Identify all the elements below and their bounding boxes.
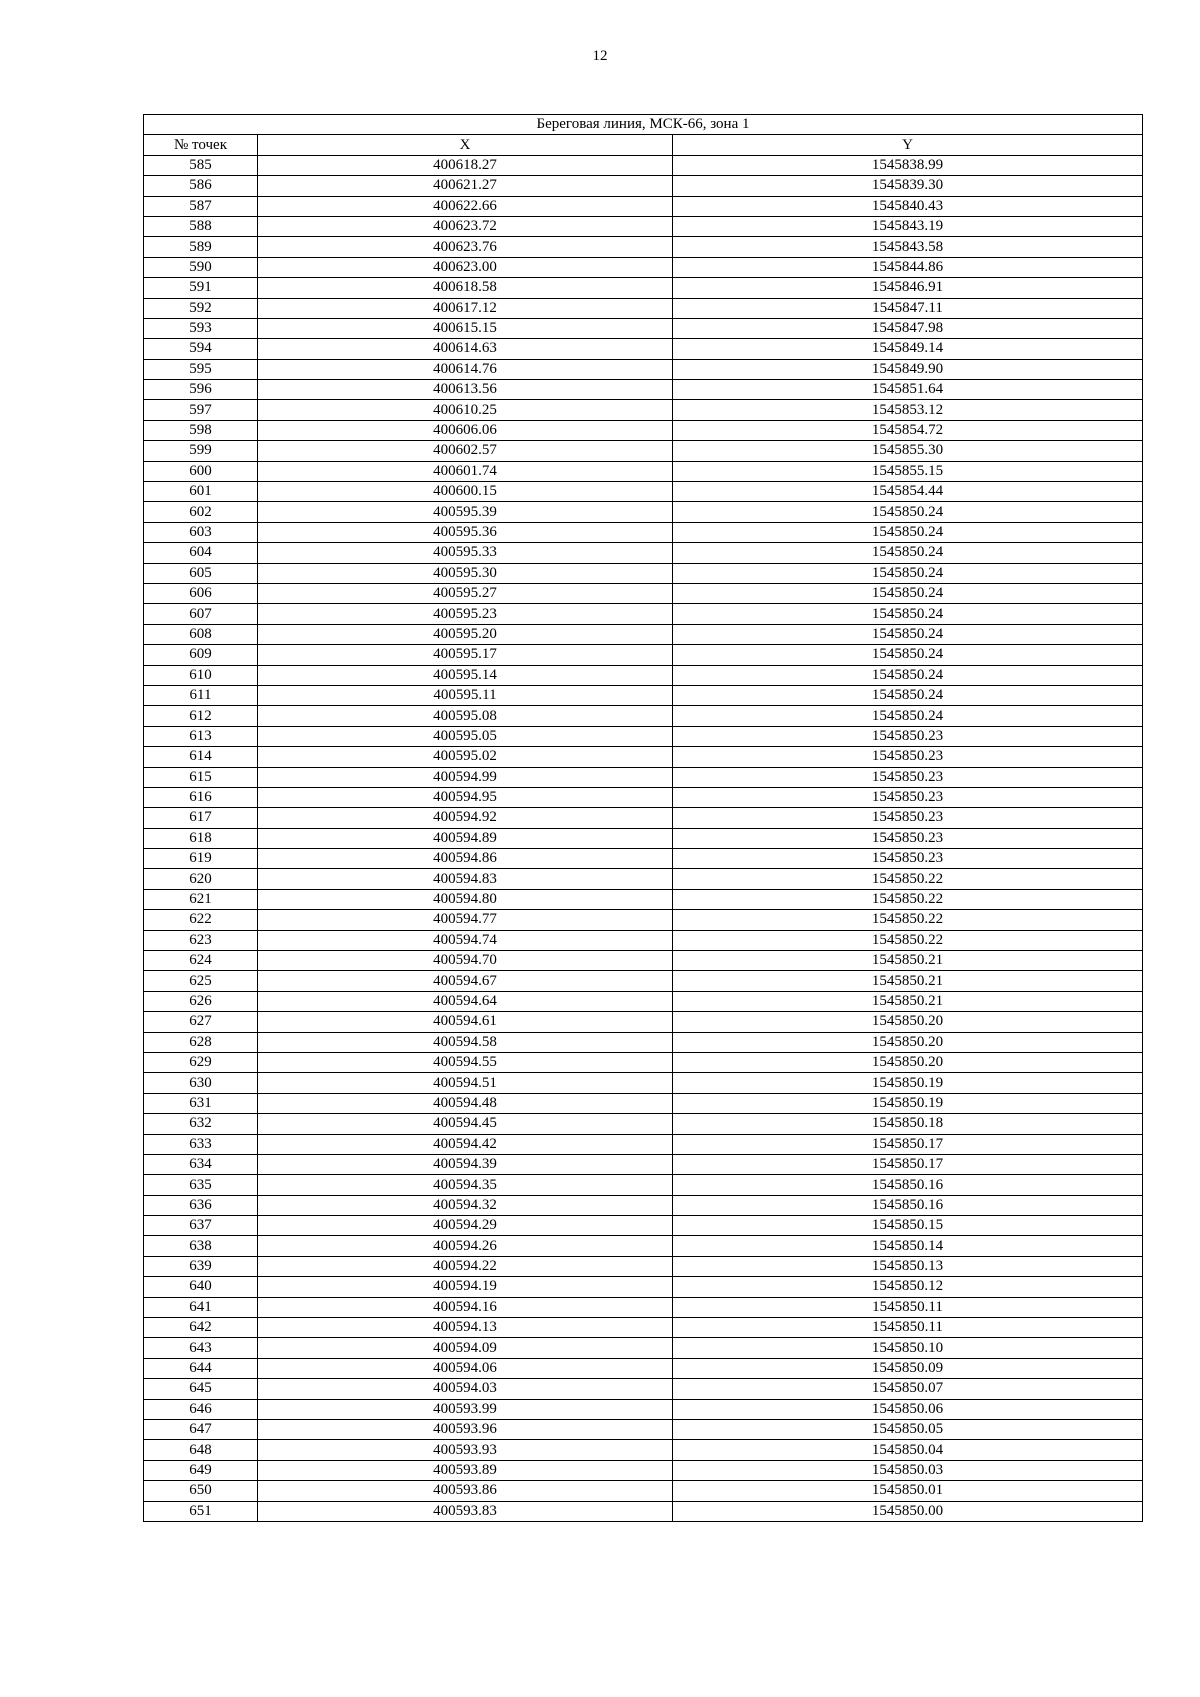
cell-y: 1545847.98 (673, 318, 1143, 338)
cell-point-number: 630 (144, 1073, 258, 1093)
cell-y: 1545850.24 (673, 563, 1143, 583)
cell-y: 1545850.22 (673, 910, 1143, 930)
table-row (144, 441, 1143, 461)
cell-y: 1545850.07 (673, 1379, 1143, 1399)
cell-point-number: 597 (144, 400, 258, 420)
table-row (144, 1134, 1143, 1154)
table-row (144, 420, 1143, 440)
table-row (144, 1420, 1143, 1440)
table-row (144, 604, 1143, 624)
cell-x: 400617.12 (258, 298, 673, 318)
cell-point-number: 610 (144, 665, 258, 685)
cell-point-number: 644 (144, 1358, 258, 1378)
cell-x: 400594.16 (258, 1297, 673, 1317)
cell-point-number: 589 (144, 237, 258, 257)
cell-point-number: 618 (144, 828, 258, 848)
cell-y: 1545839.30 (673, 176, 1143, 196)
table-row (144, 1501, 1143, 1521)
cell-x: 400594.92 (258, 808, 673, 828)
cell-y: 1545850.24 (673, 685, 1143, 705)
cell-y: 1545850.11 (673, 1297, 1143, 1317)
cell-y: 1545850.24 (673, 502, 1143, 522)
cell-point-number: 633 (144, 1134, 258, 1154)
table-row (144, 1277, 1143, 1297)
table-row (144, 991, 1143, 1011)
header-x: X (258, 135, 673, 155)
cell-point-number: 615 (144, 767, 258, 787)
cell-y: 1545850.22 (673, 869, 1143, 889)
table-row (144, 196, 1143, 216)
cell-x: 400594.77 (258, 910, 673, 930)
cell-point-number: 617 (144, 808, 258, 828)
cell-point-number: 592 (144, 298, 258, 318)
cell-y: 1545850.23 (673, 849, 1143, 869)
cell-x: 400593.96 (258, 1420, 673, 1440)
cell-x: 400594.35 (258, 1175, 673, 1195)
table-row (144, 155, 1143, 175)
cell-point-number: 601 (144, 482, 258, 502)
table-row (144, 563, 1143, 583)
table-row (144, 461, 1143, 481)
cell-y: 1545840.43 (673, 196, 1143, 216)
cell-point-number: 649 (144, 1460, 258, 1480)
cell-point-number: 619 (144, 849, 258, 869)
cell-y: 1545850.24 (673, 706, 1143, 726)
cell-x: 400594.80 (258, 889, 673, 909)
cell-point-number: 613 (144, 726, 258, 746)
cell-x: 400594.29 (258, 1216, 673, 1236)
cell-x: 400594.61 (258, 1012, 673, 1032)
cell-x: 400595.02 (258, 747, 673, 767)
cell-x: 400593.99 (258, 1399, 673, 1419)
table-row (144, 665, 1143, 685)
cell-point-number: 596 (144, 380, 258, 400)
cell-x: 400594.13 (258, 1318, 673, 1338)
table-row (144, 747, 1143, 767)
cell-x: 400614.63 (258, 339, 673, 359)
cell-x: 400595.27 (258, 583, 673, 603)
cell-point-number: 621 (144, 889, 258, 909)
cell-point-number: 585 (144, 155, 258, 175)
cell-x: 400594.03 (258, 1379, 673, 1399)
cell-point-number: 645 (144, 1379, 258, 1399)
table-row (144, 1379, 1143, 1399)
table-row (144, 624, 1143, 644)
table-row (144, 339, 1143, 359)
table-row (144, 1318, 1143, 1338)
cell-point-number: 591 (144, 278, 258, 298)
cell-point-number: 640 (144, 1277, 258, 1297)
table-row (144, 583, 1143, 603)
table-row (144, 1338, 1143, 1358)
cell-point-number: 636 (144, 1195, 258, 1215)
table-row (144, 176, 1143, 196)
cell-y: 1545851.64 (673, 380, 1143, 400)
cell-y: 1545854.72 (673, 420, 1143, 440)
cell-x: 400618.58 (258, 278, 673, 298)
cell-point-number: 626 (144, 991, 258, 1011)
table-row (144, 482, 1143, 502)
cell-point-number: 598 (144, 420, 258, 440)
cell-point-number: 611 (144, 685, 258, 705)
table-title-row (144, 115, 1143, 135)
cell-x: 400594.19 (258, 1277, 673, 1297)
cell-y: 1545850.23 (673, 767, 1143, 787)
cell-point-number: 637 (144, 1216, 258, 1236)
table-row (144, 1399, 1143, 1419)
cell-y: 1545850.03 (673, 1460, 1143, 1480)
cell-x: 400594.83 (258, 869, 673, 889)
cell-x: 400595.39 (258, 502, 673, 522)
cell-x: 400622.66 (258, 196, 673, 216)
cell-y: 1545850.13 (673, 1256, 1143, 1276)
cell-x: 400595.33 (258, 543, 673, 563)
table-row (144, 359, 1143, 379)
cell-x: 400610.25 (258, 400, 673, 420)
cell-x: 400595.20 (258, 624, 673, 644)
cell-point-number: 600 (144, 461, 258, 481)
table-row (144, 869, 1143, 889)
cell-point-number: 590 (144, 257, 258, 277)
cell-y: 1545850.06 (673, 1399, 1143, 1419)
cell-x: 400594.42 (258, 1134, 673, 1154)
cell-y: 1545850.14 (673, 1236, 1143, 1256)
cell-y: 1545850.24 (673, 583, 1143, 603)
cell-y: 1545855.15 (673, 461, 1143, 481)
table-row (144, 889, 1143, 909)
cell-point-number: 622 (144, 910, 258, 930)
cell-y: 1545855.30 (673, 441, 1143, 461)
cell-point-number: 639 (144, 1256, 258, 1276)
table-row (144, 849, 1143, 869)
cell-y: 1545850.17 (673, 1134, 1143, 1154)
cell-point-number: 647 (144, 1420, 258, 1440)
cell-y: 1545850.09 (673, 1358, 1143, 1378)
cell-point-number: 614 (144, 747, 258, 767)
page-number: 12 (592, 48, 608, 64)
cell-point-number: 651 (144, 1501, 258, 1521)
cell-x: 400594.89 (258, 828, 673, 848)
table-row (144, 1073, 1143, 1093)
table-row (144, 216, 1143, 236)
cell-y: 1545853.12 (673, 400, 1143, 420)
cell-y: 1545850.24 (673, 543, 1143, 563)
table-row (144, 1256, 1143, 1276)
cell-x: 400623.76 (258, 237, 673, 257)
cell-y: 1545846.91 (673, 278, 1143, 298)
cell-x: 400602.57 (258, 441, 673, 461)
cell-y: 1545850.23 (673, 828, 1143, 848)
cell-y: 1545850.22 (673, 889, 1143, 909)
cell-x: 400613.56 (258, 380, 673, 400)
table-row (144, 1460, 1143, 1480)
cell-y: 1545850.24 (673, 604, 1143, 624)
cell-y: 1545850.05 (673, 1420, 1143, 1440)
table-row (144, 1114, 1143, 1134)
cell-point-number: 635 (144, 1175, 258, 1195)
table-row (144, 951, 1143, 971)
cell-point-number: 638 (144, 1236, 258, 1256)
cell-y: 1545849.90 (673, 359, 1143, 379)
cell-y: 1545850.11 (673, 1318, 1143, 1338)
cell-y: 1545850.19 (673, 1093, 1143, 1113)
cell-x: 400615.15 (258, 318, 673, 338)
cell-y: 1545850.23 (673, 808, 1143, 828)
cell-x: 400595.05 (258, 726, 673, 746)
cell-point-number: 628 (144, 1032, 258, 1052)
coordinates-table (143, 114, 1143, 1522)
cell-x: 400621.27 (258, 176, 673, 196)
table-row (144, 1297, 1143, 1317)
table-row (144, 278, 1143, 298)
table-row (144, 1440, 1143, 1460)
cell-point-number: 625 (144, 971, 258, 991)
cell-x: 400594.95 (258, 787, 673, 807)
cell-point-number: 643 (144, 1338, 258, 1358)
cell-x: 400594.45 (258, 1114, 673, 1134)
cell-y: 1545850.21 (673, 951, 1143, 971)
table-row (144, 910, 1143, 930)
table-row (144, 1032, 1143, 1052)
cell-y: 1545850.23 (673, 747, 1143, 767)
cell-y: 1545843.19 (673, 216, 1143, 236)
cell-point-number: 629 (144, 1052, 258, 1072)
cell-y: 1545850.24 (673, 522, 1143, 542)
cell-x: 400594.99 (258, 767, 673, 787)
table-row (144, 1175, 1143, 1195)
cell-x: 400623.72 (258, 216, 673, 236)
cell-point-number: 588 (144, 216, 258, 236)
cell-x: 400595.30 (258, 563, 673, 583)
cell-point-number: 586 (144, 176, 258, 196)
cell-x: 400593.83 (258, 1501, 673, 1521)
cell-point-number: 648 (144, 1440, 258, 1460)
cell-x: 400594.48 (258, 1093, 673, 1113)
cell-y: 1545850.24 (673, 665, 1143, 685)
cell-x: 400594.26 (258, 1236, 673, 1256)
cell-y: 1545847.11 (673, 298, 1143, 318)
cell-point-number: 612 (144, 706, 258, 726)
cell-point-number: 609 (144, 645, 258, 665)
cell-x: 400593.89 (258, 1460, 673, 1480)
cell-y: 1545850.17 (673, 1154, 1143, 1174)
cell-x: 400594.74 (258, 930, 673, 950)
table-row (144, 930, 1143, 950)
table-row (144, 400, 1143, 420)
cell-x: 400601.74 (258, 461, 673, 481)
cell-x: 400618.27 (258, 155, 673, 175)
cell-point-number: 605 (144, 563, 258, 583)
cell-y: 1545850.20 (673, 1032, 1143, 1052)
header-y: Y (673, 135, 1143, 155)
cell-y: 1545850.23 (673, 787, 1143, 807)
cell-x: 400593.93 (258, 1440, 673, 1460)
table-row (144, 1358, 1143, 1378)
cell-point-number: 604 (144, 543, 258, 563)
cell-x: 400594.39 (258, 1154, 673, 1174)
cell-point-number: 627 (144, 1012, 258, 1032)
cell-point-number: 632 (144, 1114, 258, 1134)
table-row (144, 543, 1143, 563)
table-row (144, 787, 1143, 807)
table-row (144, 1093, 1143, 1113)
cell-x: 400614.76 (258, 359, 673, 379)
cell-point-number: 623 (144, 930, 258, 950)
cell-x: 400594.32 (258, 1195, 673, 1215)
cell-x: 400600.15 (258, 482, 673, 502)
cell-y: 1545850.12 (673, 1277, 1143, 1297)
table-row (144, 808, 1143, 828)
cell-point-number: 587 (144, 196, 258, 216)
cell-x: 400594.67 (258, 971, 673, 991)
header-point-number: № точек (144, 135, 258, 155)
cell-x: 400594.86 (258, 849, 673, 869)
cell-x: 400594.64 (258, 991, 673, 1011)
cell-y: 1545850.18 (673, 1114, 1143, 1134)
cell-y: 1545849.14 (673, 339, 1143, 359)
cell-point-number: 631 (144, 1093, 258, 1113)
table-row (144, 1052, 1143, 1072)
cell-point-number: 594 (144, 339, 258, 359)
cell-y: 1545850.00 (673, 1501, 1143, 1521)
cell-x: 400595.14 (258, 665, 673, 685)
cell-y: 1545844.86 (673, 257, 1143, 277)
table-row (144, 1154, 1143, 1174)
cell-point-number: 606 (144, 583, 258, 603)
table-row (144, 971, 1143, 991)
table-row (144, 237, 1143, 257)
cell-x: 400594.58 (258, 1032, 673, 1052)
cell-y: 1545850.24 (673, 624, 1143, 644)
cell-point-number: 641 (144, 1297, 258, 1317)
cell-x: 400595.23 (258, 604, 673, 624)
table-row (144, 1195, 1143, 1215)
table-row (144, 706, 1143, 726)
table-row (144, 257, 1143, 277)
cell-point-number: 602 (144, 502, 258, 522)
table-row (144, 726, 1143, 746)
cell-x: 400594.51 (258, 1073, 673, 1093)
cell-x: 400594.55 (258, 1052, 673, 1072)
cell-y: 1545850.20 (673, 1052, 1143, 1072)
cell-x: 400595.17 (258, 645, 673, 665)
cell-x: 400595.11 (258, 685, 673, 705)
cell-y: 1545850.23 (673, 726, 1143, 746)
cell-y: 1545850.19 (673, 1073, 1143, 1093)
cell-x: 400595.36 (258, 522, 673, 542)
table-title: Береговая линия, МСК-66, зона 1 (144, 115, 1143, 135)
cell-point-number: 593 (144, 318, 258, 338)
cell-point-number: 595 (144, 359, 258, 379)
cell-point-number: 634 (144, 1154, 258, 1174)
cell-y: 1545843.58 (673, 237, 1143, 257)
table-row (144, 318, 1143, 338)
cell-y: 1545850.01 (673, 1481, 1143, 1501)
table-row (144, 767, 1143, 787)
table-header-row (144, 135, 1143, 155)
cell-y: 1545850.10 (673, 1338, 1143, 1358)
cell-x: 400593.86 (258, 1481, 673, 1501)
cell-point-number: 624 (144, 951, 258, 971)
table-row (144, 1012, 1143, 1032)
cell-y: 1545850.21 (673, 971, 1143, 991)
cell-x: 400606.06 (258, 420, 673, 440)
cell-point-number: 608 (144, 624, 258, 644)
cell-point-number: 599 (144, 441, 258, 461)
cell-x: 400594.70 (258, 951, 673, 971)
cell-y: 1545850.16 (673, 1195, 1143, 1215)
table-body (144, 155, 1143, 1521)
cell-point-number: 603 (144, 522, 258, 542)
table-row (144, 1236, 1143, 1256)
cell-x: 400595.08 (258, 706, 673, 726)
cell-y: 1545850.04 (673, 1440, 1143, 1460)
cell-x: 400594.06 (258, 1358, 673, 1378)
cell-point-number: 642 (144, 1318, 258, 1338)
cell-x: 400594.22 (258, 1256, 673, 1276)
cell-point-number: 607 (144, 604, 258, 624)
table-row (144, 522, 1143, 542)
cell-y: 1545854.44 (673, 482, 1143, 502)
cell-y: 1545850.24 (673, 645, 1143, 665)
cell-y: 1545850.22 (673, 930, 1143, 950)
table-row (144, 645, 1143, 665)
cell-x: 400623.00 (258, 257, 673, 277)
cell-y: 1545850.21 (673, 991, 1143, 1011)
table-row (144, 380, 1143, 400)
table-row (144, 685, 1143, 705)
table-row (144, 502, 1143, 522)
table-row (144, 298, 1143, 318)
cell-point-number: 616 (144, 787, 258, 807)
cell-y: 1545850.15 (673, 1216, 1143, 1236)
cell-point-number: 646 (144, 1399, 258, 1419)
cell-point-number: 620 (144, 869, 258, 889)
table-row (144, 1481, 1143, 1501)
cell-y: 1545838.99 (673, 155, 1143, 175)
table-row (144, 828, 1143, 848)
cell-y: 1545850.16 (673, 1175, 1143, 1195)
table-row (144, 1216, 1143, 1236)
cell-point-number: 650 (144, 1481, 258, 1501)
cell-y: 1545850.20 (673, 1012, 1143, 1032)
cell-x: 400594.09 (258, 1338, 673, 1358)
